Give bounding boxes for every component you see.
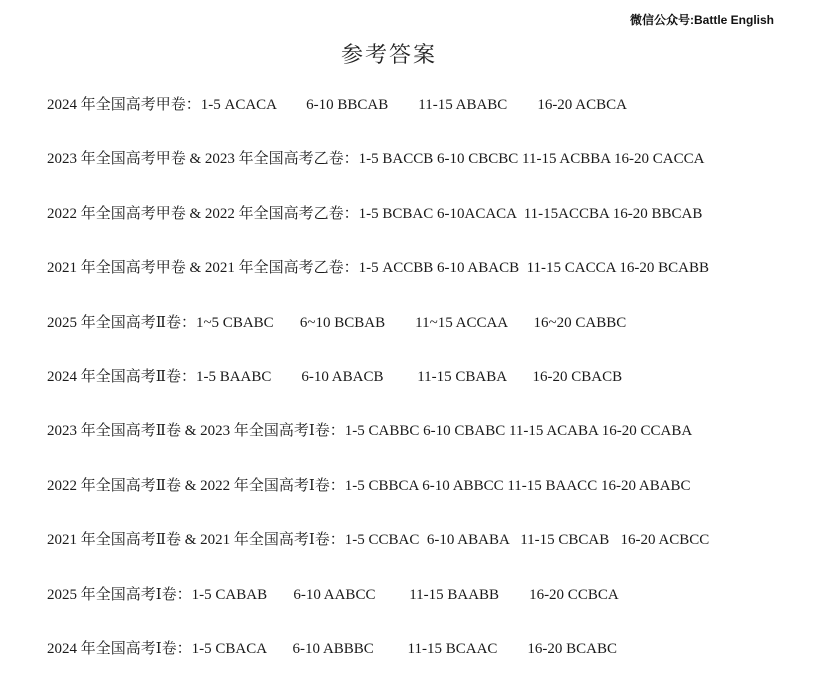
answer-line-2024-jia: 2024 年全国高考甲卷：1-5 ACACA 6-10 BBCAB 11-15 ABABC 16-20 ACBCA — [47, 97, 627, 113]
answer-line-2023-ii-i: 2023 年全国高考Ⅱ卷 & 2023 年全国高考Ⅰ卷：1-5 CABBC 6-10 CBABC 11-15 ACABA 16-20 CCABA — [47, 423, 693, 440]
page-title: 参考答案 — [340, 42, 437, 67]
answer-line-2025-ii: 2025 年全国高考Ⅱ卷：1~5 CBABC 6~10 BCBAB 11~15 ACCAA 16~20 CABBC — [47, 314, 627, 331]
answer-line-2022-ii-i: 2022 年全国高考Ⅱ卷 & 2022 年全国高考Ⅰ卷：1-5 CBBCA 6-10 ABBCC 11-15 BAACC 16-20 ABABC — [47, 477, 691, 494]
answer-line-2024-ii: 2024 年全国高考Ⅱ卷：1-5 BAABC 6-10 ABACB 11-15 CBABA 16-20 CBACB — [47, 368, 623, 385]
answer-line-2021-ii-i: 2021 年全国高考Ⅱ卷 & 2021 年全国高考Ⅰ卷：1-5 CCBAC 6-10 ABABA 11-15 CBCAB 16-20 ACBCC — [47, 532, 710, 549]
answer-line-2025-i: 2025 年全国高考Ⅰ卷：1-5 CABAB 6-10 AABCC 11-15 BAABB 16-20 CCBCA — [47, 586, 619, 603]
answer-line-2023-jia-yi: 2023 年全国高考甲卷 & 2023 年全国高考乙卷：1-5 BACCB 6-10 CBCBC 11-15 ACBBA 16-20 CACCA — [47, 151, 705, 168]
answer-key-list — [47, 94, 709, 692]
answer-line-2021-jia-yi: 2021 年全国高考甲卷 & 2021 年全国高考乙卷：1-5 ACCBB 6-10 ABACB 11-15 CACCA 16-20 BCABB — [47, 260, 710, 277]
wechat-watermark: 微信公众号:Battle English — [629, 13, 774, 27]
answer-line-2022-jia-yi: 2022 年全国高考甲卷 & 2022 年全国高考乙卷：1-5 BCBAC 6-10ACACA 11-15ACCBA 16-20 BBCAB — [47, 205, 703, 222]
answer-line-2024-i: 2024 年全国高考Ⅰ卷：1-5 CBACA 6-10 ABBBC 11-15 BCAAC 16-20 BCABC — [47, 640, 618, 657]
